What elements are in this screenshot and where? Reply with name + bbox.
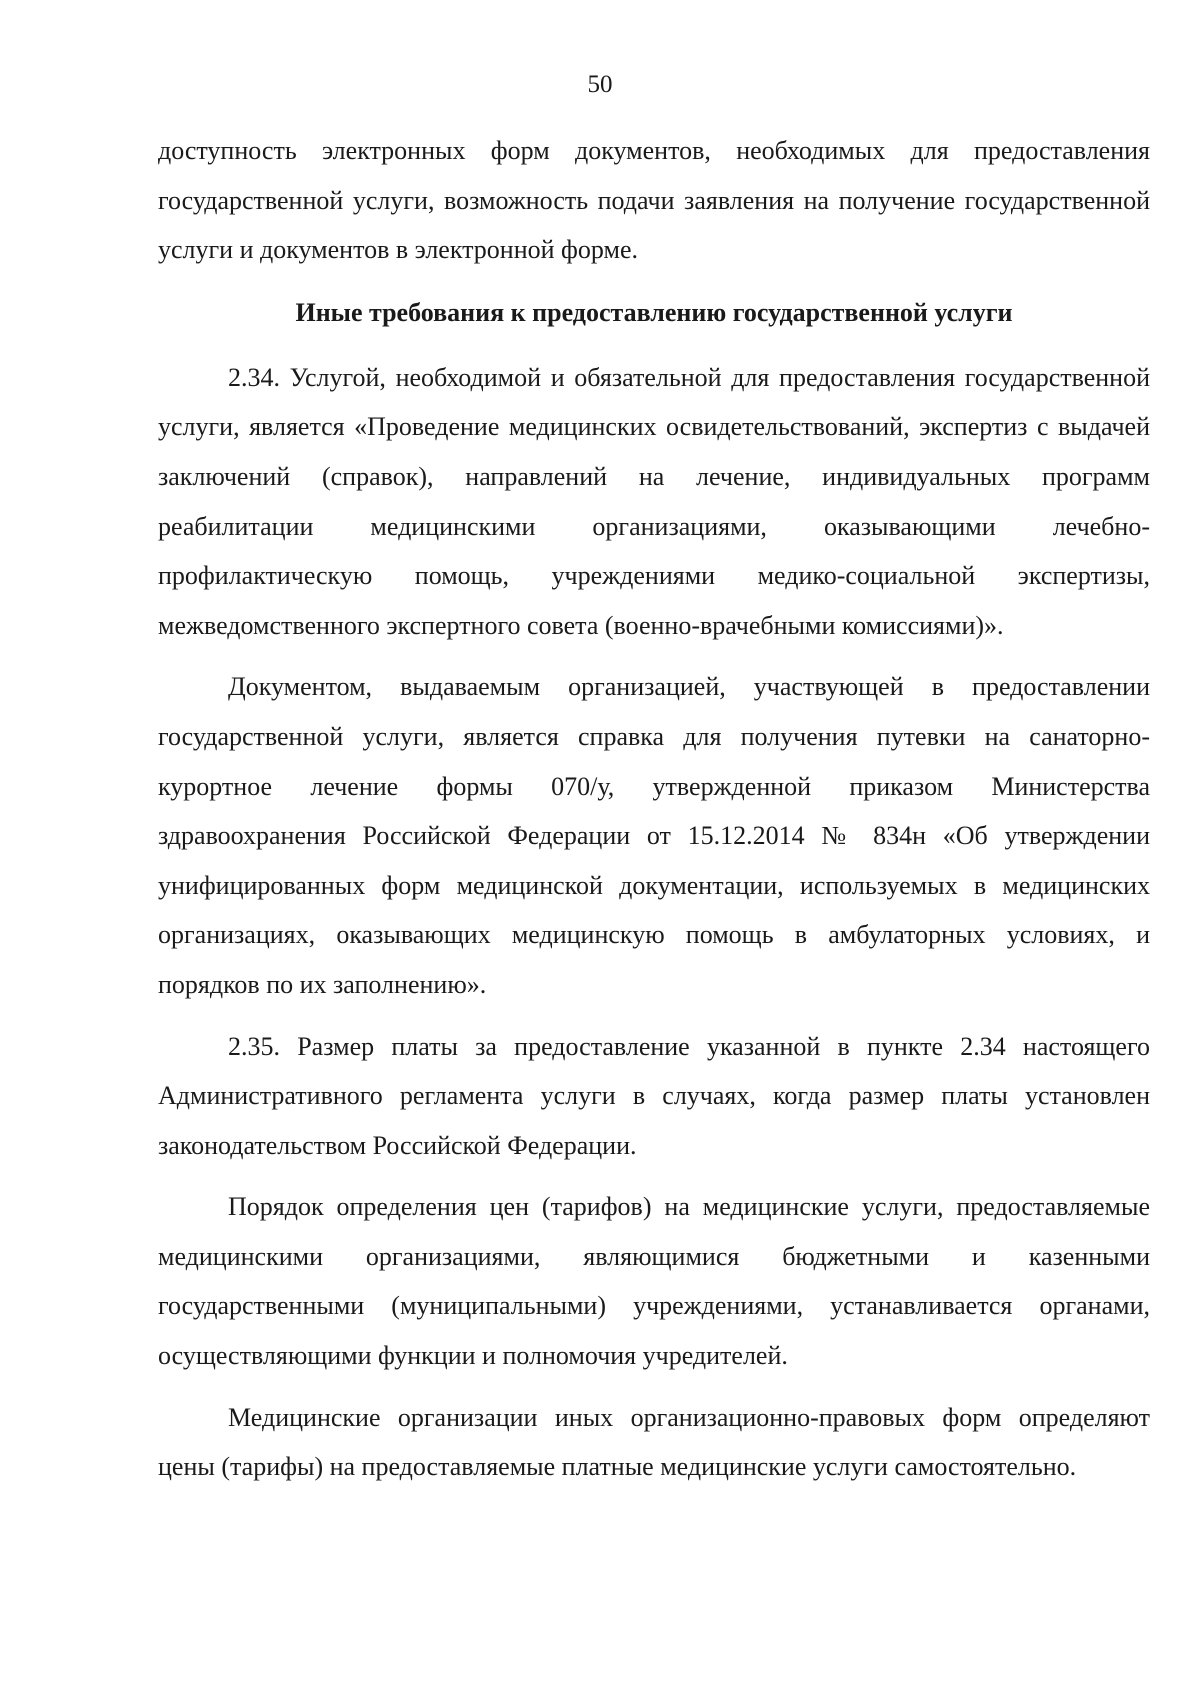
paragraph-2-34: 2.34. Услугой, необходимой и обязательной для предоставления государственной услуги, является «Проведение медицинских освидетельствований, экспертиз с выдачей заключений (справок), направлений на лечение, индивидуальных программ реабилитации медицинскими организациями, оказывающими лечебно-профилактическую помощь, учреждениями медико-социальной экспертизы, межведомственного экспертного совета (военно-врачебными комиссиями)». (158, 362, 1150, 640)
paragraph-other-organizations: Медицинские организации иных организационно-правовых форм определяют цены (тарифы) на предоставляемые платные медицинские услуги самостоятельно. (158, 1402, 1150, 1482)
paragraph-pricing-order: Порядок определения цен (тарифов) на медицинские услуги, предоставляемые медицинскими организациями, являющимися бюджетными и казенными государственными (муниципальными) учреждениями, устанавливается органами, осуществляющими функции и полномочия учредителей. (158, 1192, 1150, 1371)
document-body (158, 126, 1150, 1504)
page-number: 50 (587, 71, 613, 98)
paragraph-continuation: доступность электронных форм документов, необходимых для предоставления государственной услуги, возможность подачи заявления на получение государственной услуги и документов в электронной форме. (158, 136, 1150, 265)
section-heading: Иные требования к предоставлению государственной услуги (295, 297, 1013, 327)
paragraph-document-issued: Документом, выдаваемым организацией, участвующей в предоставлении государственной услуги, является справка для получения путевки на санаторно-курортное лечение формы 070/у, утвержденной приказом Министерства здравоохранения Российской Федерации от 15.12.2014 № 834н «Об утверждении унифицированных форм медицинской документации, используемых в медицинских организациях, оказывающих медицинскую помощь в амбулаторных условиях, и порядков по их заполнению». (158, 672, 1150, 999)
paragraph-2-35: 2.35. Размер платы за предоставление указанной в пункте 2.34 настоящего Административного регламента услуги в случаях, когда размер платы установлен законодательством Российской Федерации. (158, 1031, 1150, 1160)
